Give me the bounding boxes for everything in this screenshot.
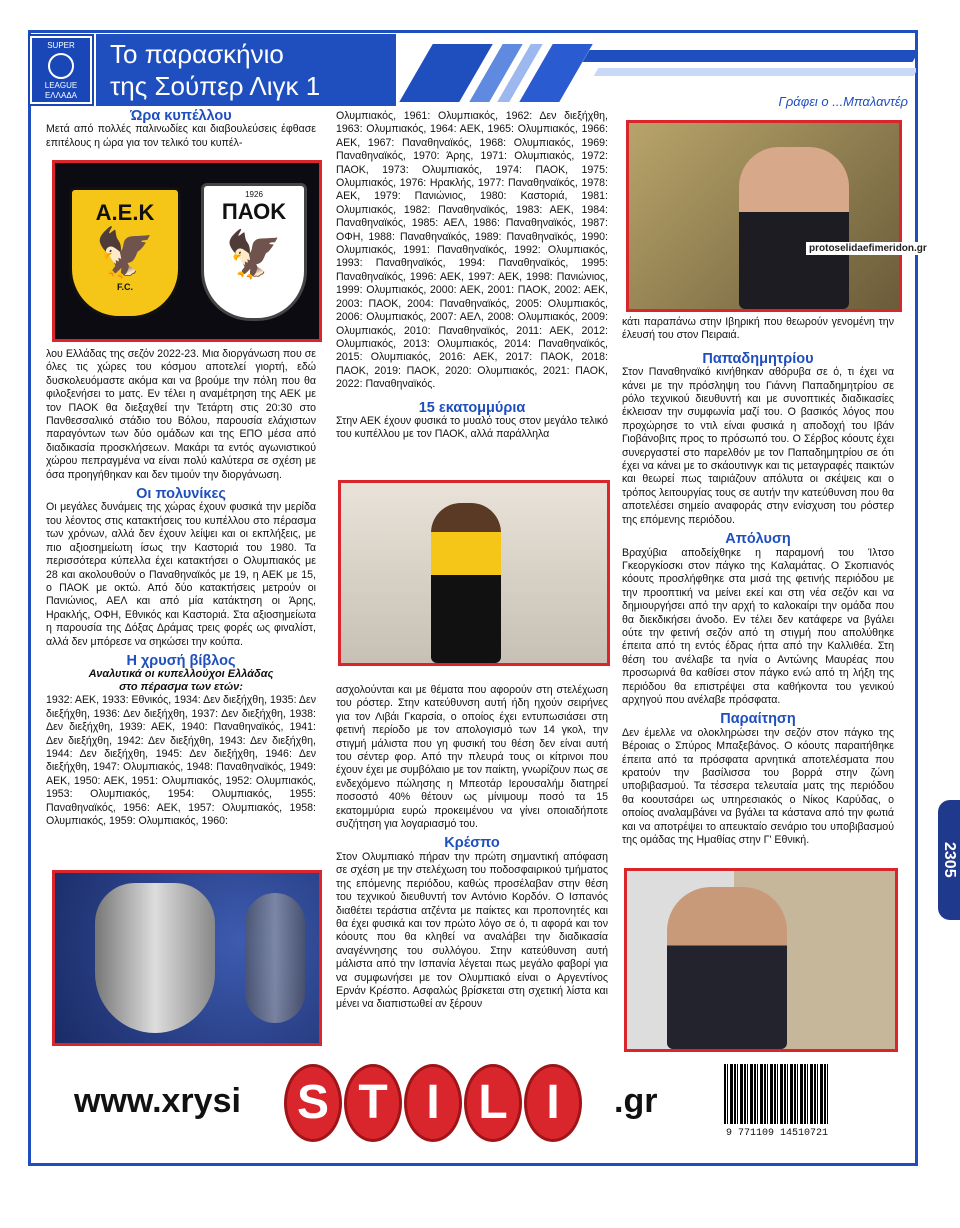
- trophy-icon: [95, 883, 215, 1033]
- logo-line-3: ΕΛΛΑΔΑ: [44, 91, 78, 100]
- heading-krespo: Κρέσπο: [444, 835, 500, 852]
- paragraph: ασχολούνται και με θέματα που αφορούν στη στελέχωση του ρόστερ. Στην κατεύθυνση αυτή ήδη ηχούν σειρήνες για τον Λιβάι Γκαρσία, ο οποίος έχει εντυπωσιάσει στη φετινή περίοδο με τον απολογισμό των 14 γκολ, την στιγμή μάλιστα που γη φυσική του θέση δεν είναι αυτή του σέντερ φορ. Από την πλευρά τους οι κίτρινοι που έχουν έχει με συμβόλαιο με τον παίκτη, γνωρίζουν πως σε ενδεχόμενο πώλησης η Μπεοτάρ Ιερουσαλήμ διατηρεί ποσοστό 40% θέτουν ως μίνιμουμ ποσό τα 15 εκατομμύρια ευρώ προκειμένου να γίνει οποιαδήποτε συζήτηση για λογαριασμό του.: [336, 684, 608, 831]
- column-3-body: [622, 316, 894, 847]
- double-eagle-icon: 🦅: [225, 228, 283, 280]
- ad-letter: I: [524, 1064, 582, 1142]
- heading-chrysi-vivlos: Η χρυσή βίβλος: [126, 652, 236, 669]
- ad-letter: T: [344, 1064, 402, 1142]
- cup-trophy-image: [52, 870, 322, 1046]
- heading-papadimitriou: Παπαδημητρίου: [702, 350, 814, 367]
- coach-figure: [739, 147, 849, 309]
- heading-polynikes: Οι πολυνίκες: [136, 486, 226, 503]
- aek-badge-label: Α.Ε.Κ: [95, 200, 155, 225]
- team-logos-image: [52, 160, 322, 342]
- barcode-issue: 21: [815, 1128, 828, 1139]
- trophy-icon: [245, 893, 305, 1023]
- eagle-icon: 🦅: [95, 227, 155, 280]
- column-1-top: [46, 110, 316, 150]
- xrysistili-ad[interactable]: [40, 1060, 706, 1148]
- heading-paraitisi: Παραίτηση: [720, 711, 796, 728]
- barcode-bars: [724, 1064, 828, 1124]
- paragraph: Στον Παναθηναϊκό κινήθηκαν αθόρυβα σε ό, τι έχει να κάνει με την πρόσληψη του Γιάννη Παπαδημητρίου σε ρόλο τεχνικού διευθυντή και με συνοπτικές διαδικασίες έκλεισαν την συμφωνία μαζί του. Ο βασικός λόγος που προχώρησε το ντιλ είναι φυσικά η αποδοχή του Ιβάν Γιοβάνοβιτς προς το πρόσωπό του. Ο Σέρβος κόουτς έχει συνεργαστεί στο παρελθόν με τον Παπαδημητρίου σε ότι έχει να κάνει με το σκάουτινγκ και τις μεταγραφές παικτών και θεωρεί πως ταιριάζουν απόλυτα οι σκέψεις και ο τρόπος λειτουργίας τους σε αυτήν την κατεύθυνση που θα αποτελέσει σημείο αναφοράς στην ενίσχυση του ρόστερ της επόμενης περιόδου.: [622, 366, 894, 526]
- coach-baxevanos-photo: [624, 868, 898, 1052]
- logo-ring: [48, 53, 74, 79]
- subheading: Αναλυτικά οι κυπελλούχοι Ελλάδας: [88, 668, 274, 681]
- ad-letters: [284, 1064, 582, 1142]
- barcode-number: 9 771109 145107: [726, 1128, 817, 1139]
- heading-apolysi: Απόλυση: [725, 531, 791, 548]
- ad-suffix: .gr: [614, 1082, 658, 1120]
- paragraph: κάτι παραπάνω στην Ιβηρική που θεωρούν γενομένη την έλευσή του στον Πειραιά.: [622, 316, 894, 342]
- ad-prefix: www.xrysi: [74, 1082, 241, 1120]
- paragraph: Οι μεγάλες δυνάμεις της χώρας έχουν φυσικά την μερίδα του λέοντος στις κατακτήσεις του κυπέλλου στο πέρασμα των χρόνων, αλλά δεν έχουν λείψει και οι εκπλήξεις, με πιο αξιοσημείωτη ίσως την Καστοριά του 1980. Τα περισσότερα κύπελλα έχει κατακτήσει ο Ολυμπιακός με 28 και ακολουθούν ο Παναθηναϊκός με 19, η ΑΕΚ με 15, ο ΠΑΟΚ με οκτώ. Από δύο κατακτήσεις μετρούν οι Πανιώνιος, ΑΕΛ και από μία κατάκτηση οι Άρης, Ηρακλής, ΟΦΗ, Εθνικός και Καστοριά. Στα αξιοσημείωτα η παρουσία της Δόξας Δράμας τρεις φορές ως φιναλίστ, αλλά δεν μπόρεσε να σηκώσει την κούπα.: [46, 501, 316, 648]
- coach-figure: [667, 887, 787, 1049]
- logo-line-1: SUPER: [47, 41, 75, 50]
- ad-letter: L: [464, 1064, 522, 1142]
- column-2-top: [336, 110, 608, 442]
- watermark: protoselidaefimeridon.gr: [806, 242, 930, 255]
- paragraph: Μετά από πολλές παλινωδίες και διαβουλεύσεις έφθασε επιτέλους η ώρα για τον τελικό του κυπέλ-: [46, 123, 316, 149]
- byline: Γράφει ο ...Μπαλαντέρ: [778, 94, 908, 109]
- paragraph: λου Ελλάδας της σεζόν 2022-23. Μια διοργάνωση που σε όλες τις χώρες του κόσμου αποτελεί γιορτή, εδώ δυσκολευόμαστε ακόμα και να βρούμε την πόλη που θα φιλοξενήσει το ματς. Εν τέλει η αναμέτρηση της ΑΕΚ με τον ΠΑΟΚ θα διεξαχθεί την Τετάρτη στις 20:30 στο Πανθεσσαλικό στάδιο του Βόλου, παρουσία ελάχιστων παραγόντων των δύο ομάδων και της ΕΠΟ μέσα από διαδικασία προσκλήσεων. Μακάρι τα εντός αγωνιστικού χώρου πεπραγμένα να είναι πολύ καλύτερα σε σχέση με όσα προηγήθηκαν και δεν τιμούν την διοργάνωση.: [46, 348, 316, 481]
- player-photo: [338, 480, 610, 666]
- heading-ora-kypellou: Ώρα κυπέλλου: [130, 108, 232, 124]
- paok-badge-year: 1926: [245, 190, 263, 199]
- page-title-line-2: της Σούπερ Λιγκ 1: [110, 71, 321, 101]
- logo-line-2: LEAGUE: [44, 81, 78, 90]
- paragraph: Στον Ολυμπιακό πήραν την πρώτη σημαντική απόφαση σε σχέση με την στελέχωση του ποδοσφαιρικού τμήματος της επόμενης περιόδου, καθώς προσέλαβαν στην θέση του τεχνικού διευθυντή τον Αντόνιο Κορδόν. Ο Ισπανός διαθέτει τεράστια ατζέντα με παίκτες και προπονητές και θα έχει φυσικά και τον πρώτο λόγο σε ό, τι αφορά και τον κόουτς που θα κληθεί να αναλάβει την διαδικασία αναγέννησης του συλλόγου. Στην κατεύθυνση αυτή μάλιστα από την Ισπανία λέγεται πως μεγάλο φαβορί για να συμφωνήσει με τον Ολυμπιακό είναι ο Αργεντίνος Ερνάν Κρέσπο. Ασφαλώς βρίσκεται στη σχετική λίστα και μένει να διαπιστωθεί αν ξέρουν: [336, 850, 608, 1011]
- player-figure: [431, 503, 501, 663]
- ad-letter: I: [404, 1064, 462, 1142]
- page-title-line-1: Το παρασκήνιο: [110, 39, 284, 69]
- column-2-body: [336, 684, 608, 1012]
- page-title-box: [96, 34, 396, 106]
- subheading: στο πέρασμα των ετών:: [119, 681, 243, 694]
- paragraph: Ολυμπιακός, 1961: Ολυμπιακός, 1962: Δεν διεξήχθη, 1963: Ολυμπιακός, 1964: ΑΕΚ, 1965: Ολυμπιακός, 1966: ΑΕΚ, 1967: Παναθηναϊκός, 1968: Ολυμπιακός, 1969: Παναθηναϊκός, 1970: Άρης, 1971: Ολυμπιακός, 1972: ΠΑΟΚ, 1973: Ολυμπιακός, 1974: ΠΑΟΚ, 1975: Ολυμπιακός, 1976: Ηρακλής, 1977: Παναθηναϊκός, 1978: ΑΕΚ, 1979: Πανιώνιος, 1980: Καστοριά, 1981: Ολυμπιακός, 1982: Παναθηναϊκός, 1983: ΑΕΚ, 1984: Παναθηναϊκός, 1985: ΑΕΛ, 1986: Παναθηναϊκός, 1987: ΟΦΗ, 1988: Παναθηναϊκός, 1989: Παναθηναϊκός, 1990: Ολυμπιακός, 1991: Παναθηναϊκός, 1992: Ολυμπιακός, 1993: Παναθηναϊκός, 1994: Παναθηναϊκός, 1995: Παναθηναϊκός, 1996: ΑΕΚ, 1997: ΑΕΚ, 1998: Πανιώνιος, 1999: Ολυμπιακός, 2000: ΑΕΚ, 2001: ΠΑΟΚ, 2002: ΑΕΚ, 2003: ΠΑΟΚ, 2004: Παναθηναϊκός, 2005: Ολυμπιακός, 2006: Ολυμπιακός, 2007: ΑΕΛ, 2008: Ολυμπιακός, 2009: Ολυμπιακός, 2010: Παναθηναϊκός, 2011: ΑΕΚ, 2012: Ολυμπιακός, 2013: Ολυμπιακός, 2014: Παναθηναϊκός, 2015: Ολυμπιακός, 2016: ΑΕΚ, 2017: ΠΑΟΚ, 2018: ΠΑΟΚ, 2019: ΠΑΟΚ, 2020: Ολυμπιακός, 2021: ΠΑΟΚ, 2022: Παναθηναϊκός.: [336, 110, 608, 391]
- heading-15-ekatommyria: 15 εκατομμύρια: [418, 399, 526, 416]
- column-1-body: [46, 348, 316, 828]
- paok-badge-label: ΠΑΟΚ: [221, 199, 287, 224]
- ad-letter: S: [284, 1064, 342, 1142]
- paragraph: Βραχύβια αποδείχθηκε η παραμονή του Ίλτσο Γκεοργκίοσκι στον πάγκο της Καλαμάτας. Ο Σκοπιανός κόουτς προσλήφθηκε στα μισά της φετινής περιόδου με την προοπτική να μείνει εκεί και στη νέα σεζόν και να δημιουργήσει από την αρχή το καλοκαίρι την ομάδα που θα διεκδικήσει άνοδο. Εν τέλει δεν κατάφερε να βγάλει ούτε την φετινή σεζόν από τη στιγμή που απολύθηκε έπειτα από τη εντός έδρας ήττα από την Καλλιθέα. Στη θέση του ανέλαβε τα ηνία ο Αντώνης Μαυρέας που προσωρινά θα καθίσει στον πάγκο ενώ από τη λήξη της περιόδου θα επιστρέψει στα καθήκοντα του γενικού αρχηγού που ανέλαβε πρόσφατα.: [622, 546, 894, 706]
- page-number-tab: 2305: [938, 800, 960, 920]
- paragraph: 1932: ΑΕΚ, 1933: Εθνικός, 1934: Δεν διεξήχθη, 1935: Δεν διεξήχθη, 1936: Δεν διεξήχθη, 1937: Δεν διεξήχθη, 1938: Δεν διεξήχθη, 1939: ΑΕΚ, 1940: Παναθηναϊκός, 1941: Δεν διεξήχθη, 1942: Δεν διεξήχθη, 1943: Δεν διεξήχθη, 1944: Δεν διεξήχθη, 1945: Δεν διεξήχθη, 1946: Δεν διεξήχθη, 1947: Ολυμπιακός, 1948: Παναθηναϊκός, 1949: ΑΕΚ, 1950: ΑΕΚ, 1951: Ολυμπιακός, 1952: Ολυμπιακός, 1953: Ολυμπιακός, 1954: Ολυμπιακός, 1955: Παναθηναϊκός, 1956: ΑΕΚ, 1957: Ολυμπιακός, 1958: Ολυμπιακός, 1959: Ολυμπιακός, 1960:: [46, 694, 316, 827]
- coach-photo: [626, 120, 902, 312]
- super-league-logo: [30, 36, 92, 104]
- barcode: [724, 1064, 828, 1146]
- aek-badge-sub: F.C.: [116, 282, 133, 292]
- paok-badge: [201, 183, 307, 321]
- paragraph: Στην ΑΕΚ έχουν φυσικά το μυαλό τους στον μεγάλο τελικό του κυπέλλου με τον ΠΑΟΚ, αλλά παράλληλα: [336, 414, 608, 441]
- paragraph: Δεν έμελλε να ολοκληρώσει την σεζόν στον πάγκο της Βέροιας ο Σπύρος Μπαξεβάνος. Ο κόουτς παραιτήθηκε έπειτα από τα πρόσφατα αρνητικά αποτελέσματα που κρατούν την βασίλισσα του βορρά στην ζώνη υποβιβασμού. Τα τέσσερα τελευταία ματς της περιόδου θα κοουτσάρει ως υπηρεσιακός ο Νίκος Καρύδας, ο οποίος αναλαμβάνει να βγάλει τα κάστανα από την φωτιά και να αποτρέψει το απευκταίο σενάριο του υποβιβασμού της ομάδας της Ημαθίας στην Γ' Εθνική.: [622, 726, 894, 847]
- aek-badge: [69, 187, 181, 319]
